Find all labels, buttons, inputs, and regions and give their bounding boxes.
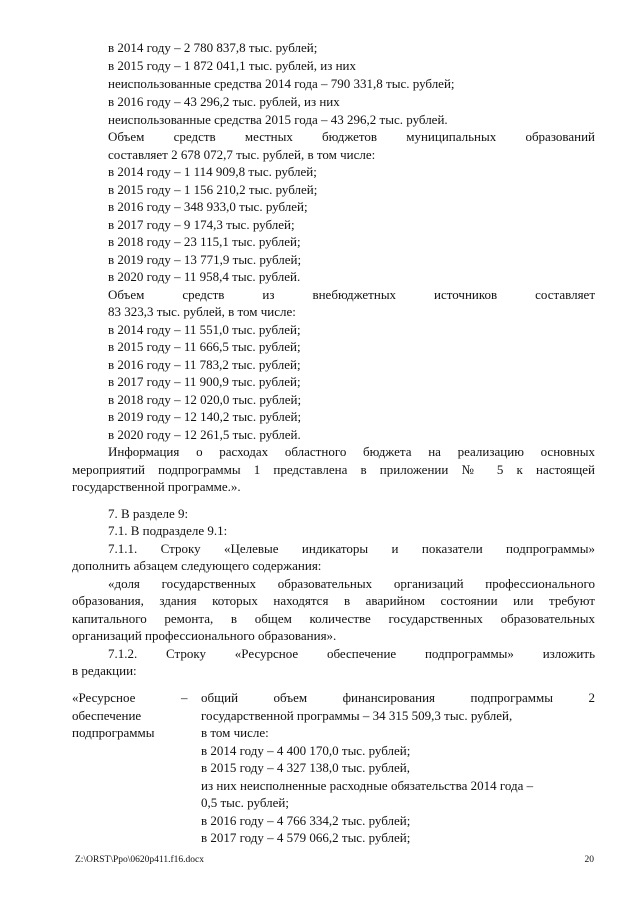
text-line: в 2020 году – 12 261,5 тыс. рублей. (108, 427, 301, 442)
table-right-line: 0,5 тыс. рублей; (201, 795, 289, 810)
table-right-line: из них неисполненные расходные обязательства 2014 года – (201, 778, 534, 793)
text-line: в 2020 году – 11 958,4 тыс. рублей. (108, 269, 301, 284)
table-left-cell: обеспечение (72, 708, 142, 723)
text-line: в 2016 году – 11 783,2 тыс. рублей; (108, 357, 301, 372)
text-line: Объем средств из внебюджетных источников составляет (108, 287, 595, 302)
table-right-line: государственной программы – 34 315 509,3 тыс. рублей, (201, 708, 513, 723)
text-line: в редакции: (72, 663, 137, 678)
section-heading: 7. В разделе 9: (108, 506, 189, 521)
subsection-heading: 7.1. В подразделе 9.1: (108, 523, 228, 538)
text-line: в 2017 году – 9 174,3 тыс. рублей; (108, 217, 295, 232)
text-line: в 2016 году – 348 933,0 тыс. рублей; (108, 199, 308, 214)
table-left-cell: «Ресурсное (72, 690, 136, 705)
text-line: в 2014 году – 11 551,0 тыс. рублей; (108, 322, 301, 337)
text-line: в 2016 году – 43 296,2 тыс. рублей, из них (108, 94, 340, 109)
file-path: Z:\ORST\Ppo\0620p411.f16.docx (75, 855, 204, 865)
text-line: в 2015 году – 1 156 210,2 тыс. рублей; (108, 182, 318, 197)
text-line: в 2014 году – 2 780 837,8 тыс. рублей; (108, 40, 318, 55)
table-right-line: в 2017 году – 4 579 066,2 тыс. рублей; (201, 830, 411, 845)
table-right-line: в том числе: (201, 725, 269, 740)
table-right-line: в 2014 году – 4 400 170,0 тыс. рублей; (201, 743, 411, 758)
table-right-line: в 2016 году – 4 766 334,2 тыс. рублей; (201, 813, 411, 828)
text-line: образования, здания которых находятся в аварийном состоянии или требуют (72, 593, 595, 608)
text-line: в 2014 году – 1 114 909,8 тыс. рублей; (108, 164, 317, 179)
text-line: 83 323,3 тыс. рублей, в том числе: (108, 304, 296, 319)
text-line: в 2017 году – 11 900,9 тыс. рублей; (108, 374, 301, 389)
text-line: в 2018 году – 12 020,0 тыс. рублей; (108, 392, 302, 407)
page-number: 20 (584, 855, 594, 865)
text-line: в 2015 году – 11 666,5 тыс. рублей; (108, 339, 301, 354)
text-line: Информация о расходах областного бюджета на реализацию основных (108, 444, 595, 459)
text-line: 7.1.2. Строку «Ресурсное обеспечение подпрограммы» изложить (108, 646, 595, 661)
text-line: в 2019 году – 12 140,2 тыс. рублей; (108, 409, 302, 424)
text-line: в 2015 году – 1 872 041,1 тыс. рублей, из них (108, 58, 356, 73)
table-right-line: общий объем финансирования подпрограммы 2 (201, 690, 595, 705)
text-line: в 2018 году – 23 115,1 тыс. рублей; (108, 234, 301, 249)
text-line: капитального ремонта, в общем количестве государственных образовательных (72, 611, 595, 626)
text-line: составляет 2 678 072,7 тыс. рублей, в том числе: (108, 147, 376, 162)
text-line: организаций профессионального образования». (72, 628, 337, 643)
text-line: в 2019 году – 13 771,9 тыс. рублей; (108, 252, 302, 267)
text-line: неиспользованные средства 2014 года – 790 331,8 тыс. рублей; (108, 76, 455, 91)
text-line: «доля государственных образовательных организаций профессионального (108, 576, 595, 591)
text-line: мероприятий подпрограммы 1 представлена в приложении № 5 к настоящей (72, 462, 595, 477)
text-line: государственной программе.». (72, 479, 241, 494)
text-line: Объем средств местных бюджетов муниципальных образований (108, 129, 595, 144)
table-left-cell: подпрограммы (72, 725, 155, 740)
text-line: неиспользованные средства 2015 года – 43 296,2 тыс. рублей. (108, 112, 448, 127)
table-dash: – (181, 690, 188, 705)
table-right-line: в 2015 году – 4 327 138,0 тыс. рублей, (201, 760, 410, 775)
text-line: дополнить абзацем следующего содержания: (72, 558, 322, 573)
text-line: 7.1.1. Строку «Целевые индикаторы и показатели подпрограммы» (108, 541, 595, 556)
